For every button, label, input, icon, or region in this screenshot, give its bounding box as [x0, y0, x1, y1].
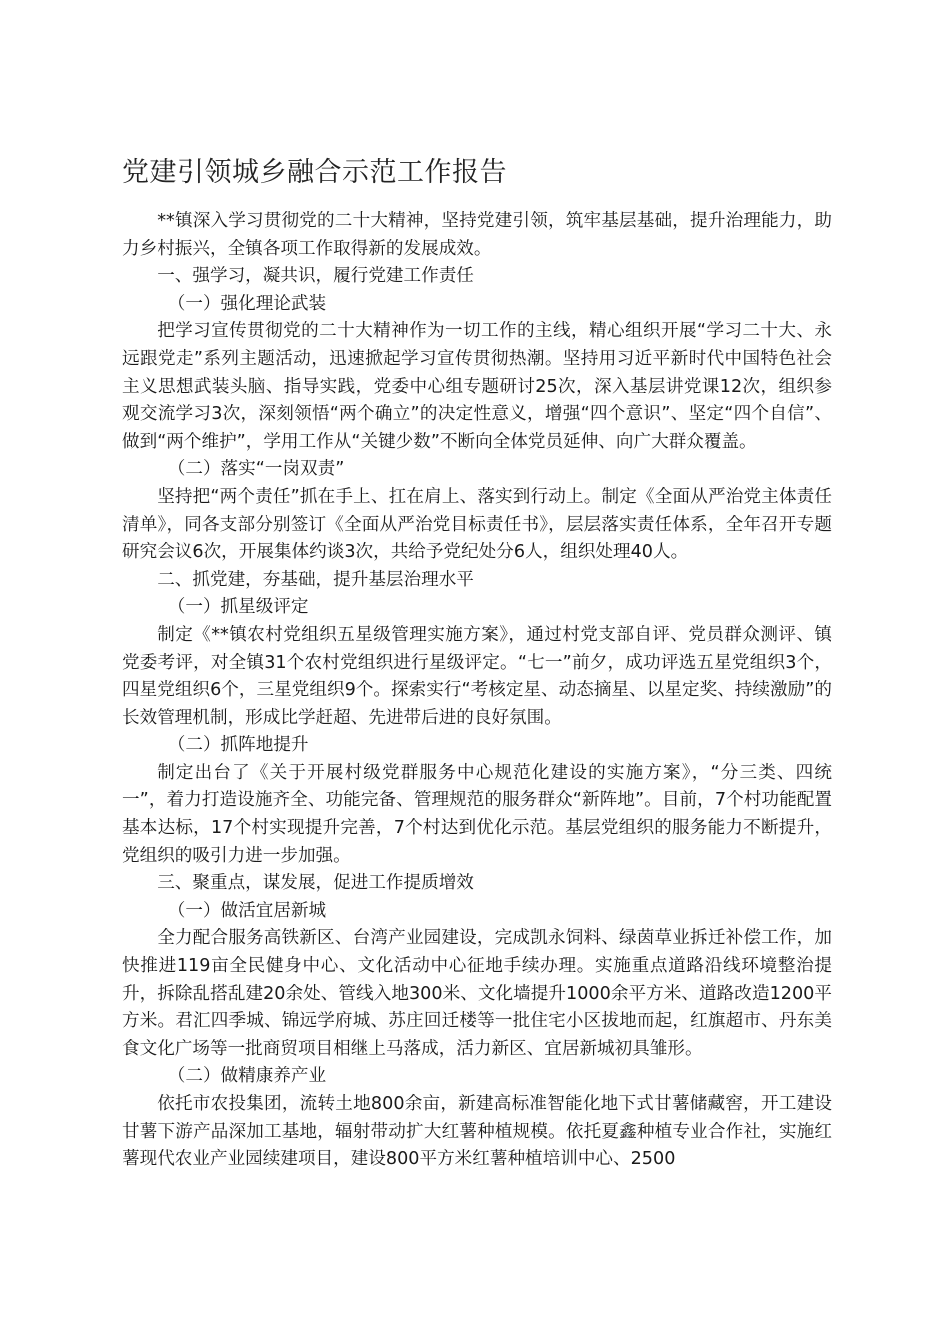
document-body [122, 208, 832, 1174]
subsection-heading-2-1: （一）抓星级评定 [167, 597, 309, 618]
document-title: 党建引领城乡融合示范工作报告 [122, 157, 507, 188]
paragraph-2-2: 制定出台了《关于开展村级党群服务中心规范化建设的实施方案》，“分三类、四统一”，着力打造设施齐全、功能完备、管理规范的服务群众“新阵地”。目前，7个村功能配置基本达标，17个村实现提升完善，7个村达到优化示范。基层党组织的服务能力不断提升，党组织的吸引力进一步加强。 [122, 762, 832, 866]
subsection-heading-3-1: （一）做活宜居新城 [167, 900, 327, 921]
section-heading-1: 一、强学习，凝共识，履行党建工作责任 [157, 266, 474, 287]
subsection-heading-1-1: （一）强化理论武装 [167, 293, 327, 314]
paragraph-3-2: 依托市农投集团，流转土地800余亩，新建高标准智能化地下式甘薯储藏窖，开工建设甘薯下游产品深加工基地，辐射带动扩大红薯种植规模。依托夏鑫种植专业合作社，实施红薯现代农业产业园续建项目，建设800平方米红薯种植培训中心、2500 [122, 1094, 832, 1170]
subsection-heading-2-2: （二）抓阵地提升 [167, 735, 309, 756]
paragraph-1-2: 坚持把“两个责任”抓在手上、扛在肩上、落实到行动上。制定《全面从严治党主体责任清单》，同各支部分别签订《全面从严治党目标责任书》，层层落实责任体系，全年召开专题研究会议6次，开展集体约谈3次，共给予党纪处分6人，组织处理40人。 [122, 486, 832, 563]
section-heading-2: 二、抓党建，夯基础，提升基层治理水平 [157, 569, 474, 590]
subsection-heading-1-2: （二）落实“一岗双责” [167, 459, 345, 480]
paragraph-1-1: 把学习宣传贯彻党的二十大精神作为一切工作的主线，精心组织开展“学习二十大、永远跟党走”系列主题活动，迅速掀起学习宣传贯彻热潮。坚持用习近平新时代中国特色社会主义思想武装头脑、指导实践，党委中心组专题研讨25次，深入基层讲党课12次，组织参观交流学习3次，深刻领悟“两个确立”的决定性意义，增强“四个意识”、坚定“四个自信”、做到“两个维护”，学用工作从“关键少数”不断向全体党员延伸、向广大群众覆盖。 [122, 321, 832, 452]
paragraph-2-1: 制定《**镇农村党组织五星级管理实施方案》，通过村党支部自评、党员群众测评、镇党委考评，对全镇31个农村党组织进行星级评定。“七一”前夕，成功评选五星党组织3个，四星党组织6个，三星党组织9个。探索实行“考核定星、动态摘星、以星定奖、持续激励”的长效管理机制，形成比学赶超、先进带后进的良好氛围。 [122, 624, 832, 728]
section-heading-3: 三、聚重点，谋发展，促进工作提质增效 [157, 873, 474, 894]
intro-paragraph: **镇深入学习贯彻党的二十大精神，坚持党建引领，筑牢基层基础，提升治理能力，助力乡村振兴，全镇各项工作取得新的发展成效。 [122, 211, 832, 259]
document-page [122, 150, 832, 1174]
subsection-heading-3-2: （二）做精康养产业 [167, 1066, 327, 1087]
paragraph-3-1: 全力配合服务高铁新区、台湾产业园建设，完成凯永饲料、绿茵草业拆迁补偿工作，加快推进119亩全民健身中心、文化活动中心征地手续办理。实施重点道路沿线环境整治提升，拆除乱搭乱建20余处、管线入地300米、文化墙提升1000余平方米、道路改造1200平方米。君汇四季城、锦远学府城、苏庄回迁楼等一批住宅小区拔地而起，红旗超市、丹东美食文化广场等一批商贸项目相继上马落成，活力新区、宜居新城初具雏形。 [122, 928, 832, 1059]
